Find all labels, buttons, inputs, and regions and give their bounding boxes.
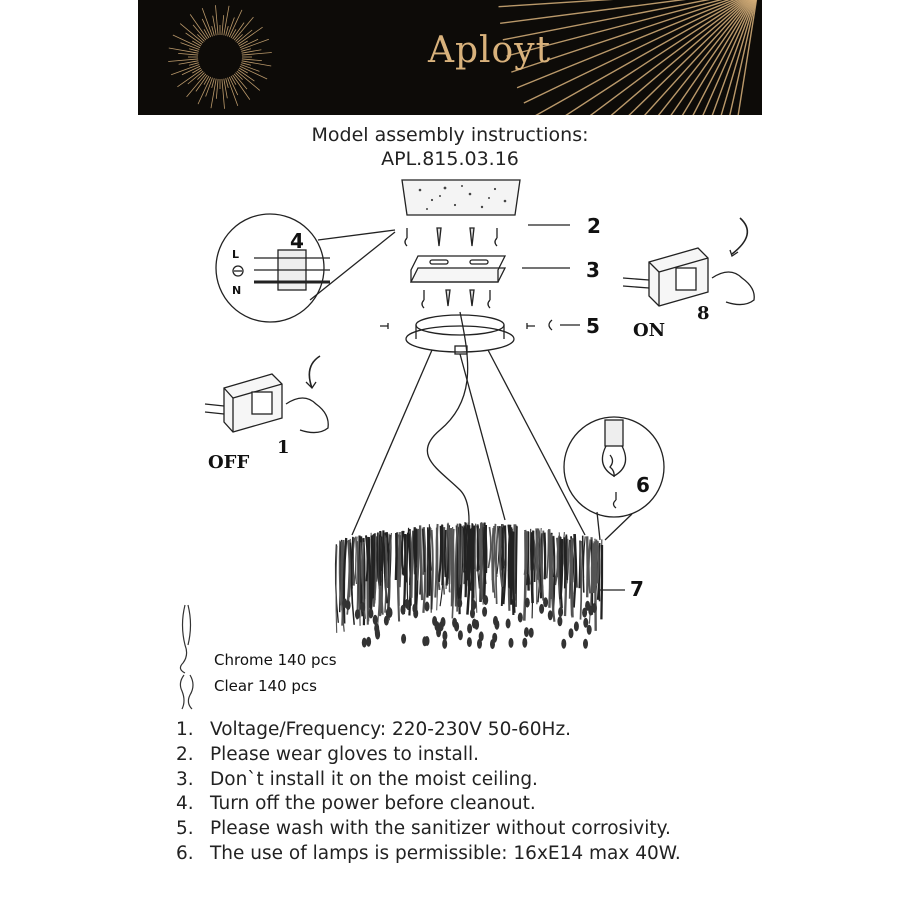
note-item: [176, 768, 681, 793]
model-number: APL.815.03.16: [381, 148, 519, 170]
chandelier-body: [336, 522, 602, 649]
crystal-drops: [180, 605, 193, 709]
note-number: 4.: [176, 793, 194, 815]
callout-8: 8: [697, 303, 710, 324]
wiring-label-l: L: [232, 248, 240, 261]
note-text: Please wear gloves to install.: [210, 743, 480, 765]
callout-5: 5: [586, 314, 600, 338]
callout-3: 3: [586, 258, 600, 282]
chrome-crystal-count: Chrome 140 pcs: [214, 651, 337, 669]
note-item: [176, 792, 681, 817]
note-text: The use of lamps is permissible: 16xE14 max 40W.: [210, 842, 681, 864]
note-text: Turn off the power before cleanout.: [210, 793, 536, 815]
mounting-bracket: [411, 256, 570, 308]
note-item: [176, 817, 681, 842]
note-number: 3.: [176, 768, 194, 790]
wiring-detail: [216, 214, 395, 322]
power-switch-off: [205, 356, 328, 433]
note-item: [176, 842, 681, 867]
brand-name: Aployt: [428, 30, 552, 71]
switch-off-label: OFF: [208, 452, 250, 473]
canopy: [380, 315, 580, 354]
note-number: 1.: [176, 719, 194, 740]
callout-7: 7: [630, 577, 644, 601]
switch-on-label: ON: [633, 320, 666, 341]
document-title: Model assembly instructions:: [311, 124, 589, 146]
safety-notes: [176, 718, 681, 867]
note-number: 6.: [176, 842, 194, 864]
wiring-label-n: N: [232, 284, 242, 297]
mounting-screws: [405, 225, 570, 246]
note-text: Don`t install it on the moist ceiling.: [210, 768, 538, 790]
note-item: [176, 718, 681, 743]
power-switch-on: [623, 218, 754, 306]
note-text: Voltage/Frequency: 220-230V 50-60Hz.: [210, 719, 572, 740]
suspension-cables: [352, 312, 585, 540]
ceiling-slab: [402, 180, 520, 215]
note-number: 2.: [176, 743, 194, 765]
callout-6: 6: [636, 473, 650, 497]
note-text: Please wash with the sanitizer without corrosivity.: [210, 818, 671, 840]
callout-2: 2: [587, 214, 601, 238]
callout-4: 4: [290, 229, 304, 253]
clear-crystal-count: Clear 140 pcs: [214, 677, 317, 695]
callout-1: 1: [277, 437, 290, 458]
note-item: [176, 743, 681, 768]
note-number: 5.: [176, 818, 194, 840]
